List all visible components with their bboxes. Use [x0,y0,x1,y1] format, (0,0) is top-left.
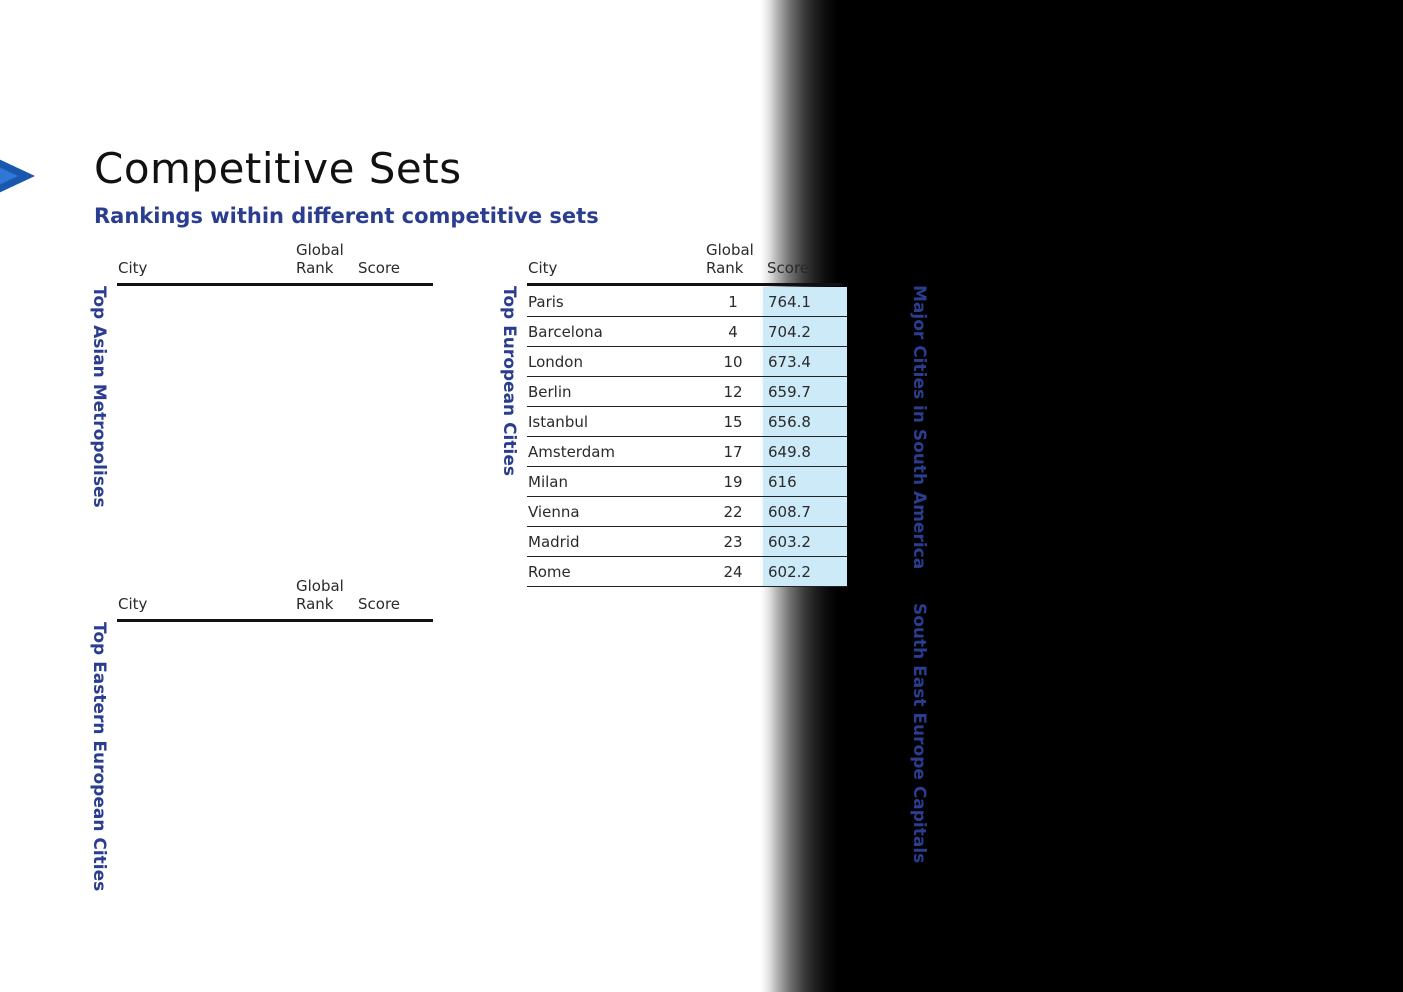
header-rank-line1: Global [706,241,754,259]
city-cell: Paris [527,287,703,317]
score-cell: 673.4 [763,347,847,377]
rank-cell: 17 [703,437,763,467]
header-rule [117,283,433,286]
city-cell: Istanbul [527,407,703,437]
dark-background-panel [760,0,1403,992]
score-cell: 764.1 [763,287,847,317]
header-city: City [118,595,148,613]
set-label-eastern: Top Eastern European Cities [89,622,109,892]
set-label-se-europe: South East Europe Capitals [909,603,929,864]
set-label-european: Top European Cities [499,286,519,476]
page-subtitle: Rankings within different competitive sets [94,204,599,228]
chevron-right-icon-highlight [0,149,18,203]
city-cell: London [527,347,703,377]
city-cell: Vienna [527,497,703,527]
table-row [527,407,847,437]
score-cell: 616 [763,467,847,497]
rank-cell: 4 [703,317,763,347]
rank-cell: 10 [703,347,763,377]
city-cell: Amsterdam [527,437,703,467]
score-cell: 608.7 [763,497,847,527]
city-cell: Madrid [527,527,703,557]
city-cell: Berlin [527,377,703,407]
header-score: Score [358,595,401,613]
set-label-south-america: Major Cities in South America [909,285,929,570]
rank-cell: 24 [703,557,763,587]
table-row [527,527,847,557]
table-row [527,347,847,377]
table-row [527,317,847,347]
header-score: Score [358,259,401,277]
table-row [527,377,847,407]
table-row [527,497,847,527]
header-rank-line1: Global [296,241,344,259]
header-city: City [528,259,558,277]
header-rank-line2: Rank [296,259,334,277]
score-cell: 704.2 [763,317,847,347]
header-rule [527,283,842,286]
rank-cell: 15 [703,407,763,437]
city-cell: Barcelona [527,317,703,347]
score-cell: 656.8 [763,407,847,437]
header-score: Score [767,259,810,277]
rank-cell: 22 [703,497,763,527]
header-rank-line1: Global [296,577,344,595]
city-cell: Rome [527,557,703,587]
score-cell: 649.8 [763,437,847,467]
header-rule [117,619,433,622]
table-row [527,437,847,467]
table-row [527,467,847,497]
rank-cell: 1 [703,287,763,317]
table-row [527,557,847,587]
page-title: Competitive Sets [94,144,462,193]
score-cell: 603.2 [763,527,847,557]
set-label-asian: Top Asian Metropolises [89,286,109,508]
score-cell: 602.2 [763,557,847,587]
header-rank-line2: Rank [706,259,744,277]
city-cell: Milan [527,467,703,497]
rank-cell: 12 [703,377,763,407]
rank-cell: 23 [703,527,763,557]
european-table [527,287,847,587]
rank-cell: 19 [703,467,763,497]
header-rank-line2: Rank [296,595,334,613]
header-city: City [118,259,148,277]
table-row [527,287,847,317]
score-cell: 659.7 [763,377,847,407]
